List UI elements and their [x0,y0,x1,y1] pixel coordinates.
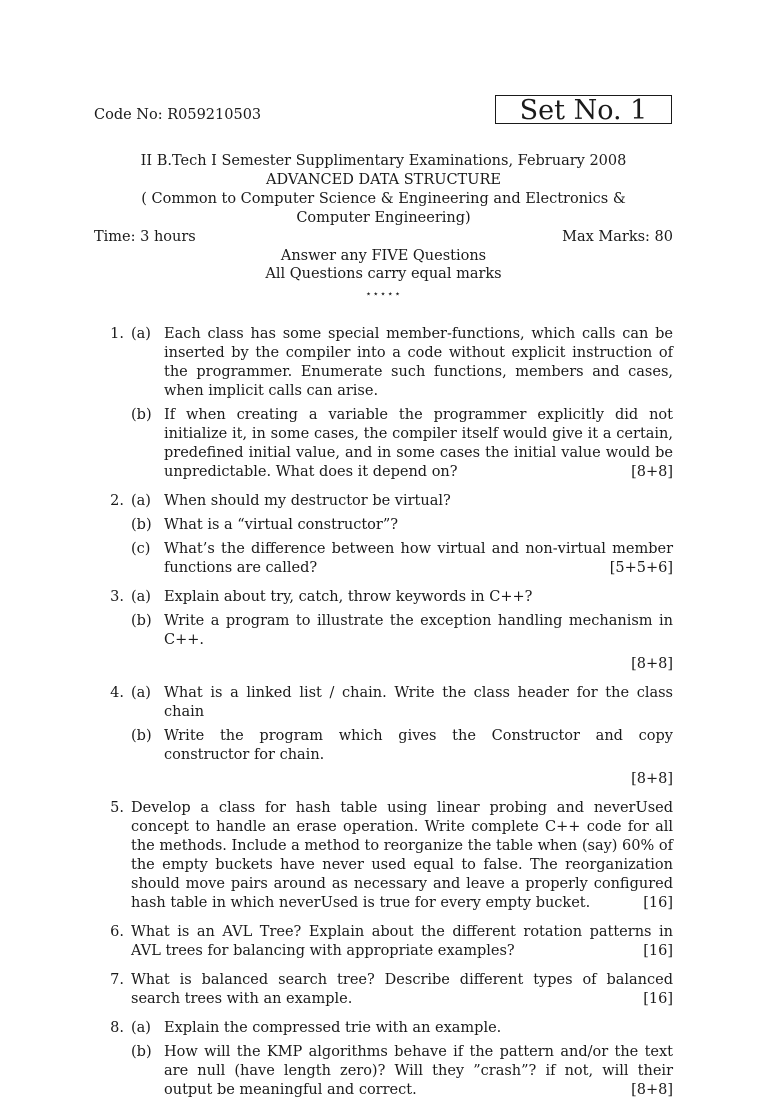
question-text-content: What is balanced search tree? Describe different types of balanced search trees with an example. [131,972,673,1007]
part-text [164,540,673,578]
part-text-content: What is a “virtual constructor”? [164,517,399,533]
part-text [164,1019,673,1038]
part-label: (c) [131,541,151,557]
question-marks: [8+8] [631,771,673,787]
max-marks: Max Marks: 80 [562,229,673,245]
question-marks: [16] [643,943,673,959]
question-number: 8. [110,1020,124,1036]
part-label: (b) [131,1044,152,1060]
part-text [164,612,673,650]
part-text-content: When should my destructor be virtual? [164,493,451,509]
part-text-content: What’s the difference between how virtual and non-virtual member functions are called? [164,541,673,576]
question-number: 2. [110,493,124,509]
question-5 [100,799,673,913]
question-marks: [5+5+6] [609,560,673,576]
question-body [131,923,673,961]
subject-title: ADVANCED DATA STRUCTURE [266,172,501,188]
part-label: (a) [131,1020,151,1036]
part-text-content: Each class has some special member-functions, which calls can be inserted by the compiler into a code without explicit instruction of the programmer. Enumerate such functions, members and cases, when implicit calls can arise. [164,326,673,399]
part-text [164,727,673,765]
star-separator: ⋆⋆⋆⋆⋆ [365,289,402,300]
question-number: 1. [110,326,124,342]
part-text-content: Write a program to illustrate the exception handling mechanism in C++. [164,613,673,648]
part-label: (b) [131,613,152,629]
question-number: 3. [110,589,124,605]
instruction-1: Answer any FIVE Questions [280,248,487,264]
question-8 [100,1019,673,1100]
question-4 [100,684,673,789]
question-text [131,971,673,1009]
question-7 [100,971,673,1009]
part-text [164,1043,673,1100]
part-text [164,325,673,401]
part-label: (a) [131,326,151,342]
part-label: (a) [131,493,151,509]
common-line-1: ( Common to Computer Science & Engineering and Electronics & [141,191,626,207]
part-text-content: How will the KMP algorithms behave if the pattern and/or the text are null (have length zero)? Will they ”crash”? if not, will their output be meaningful and correct. [164,1044,673,1098]
question-3 [100,588,673,674]
code-number: Code No: R059210503 [94,107,262,123]
question-marks: [8+8] [631,1082,673,1098]
instruction-2: All Questions carry equal marks [265,266,502,282]
question-text-content: Develop a class for hash table using linear probing and neverUsed concept to handle an erase operation. Write complete C++ code for all the methods. Include a method to reorganize the table when (say) 60% of the empty buckets have never used equal to false. The reorganization should move pairs around as necessary and leave a properly configured hash table in which neverUsed is true for every empty bucket. [131,800,673,911]
question-2 [100,492,673,578]
question-part [131,406,673,482]
part-text-content: Explain the compressed trie with an example. [164,1020,502,1036]
question-part [131,612,673,650]
question-text [131,799,673,913]
question-marks: [8+8] [631,656,673,672]
question-1 [100,325,673,482]
question-body [131,325,673,482]
part-text [164,684,673,722]
question-body [131,684,673,789]
question-marks: [8+8] [631,464,673,480]
question-part [131,1019,673,1038]
question-body [131,971,673,1009]
question-number: 4. [110,685,124,701]
exam-time: Time: 3 hours [94,229,196,245]
part-label: (a) [131,589,151,605]
part-label: (b) [131,728,152,744]
question-number: 5. [110,800,124,816]
part-text-content: If when creating a variable the programmer explicitly did not initialize it, in some cases, the compiler itself would give it a certain, predefined initial value, and in some cases the initial value would be unpredictable. What does it depend on? [164,407,673,480]
part-text [164,516,673,535]
set-number-box: Set No. 1 [495,95,672,124]
question-part [131,325,673,401]
part-text-content: Explain about try, catch, throw keywords in C++? [164,589,533,605]
part-label: (a) [131,685,151,701]
question-part [131,540,673,578]
question-part [131,1043,673,1100]
part-label: (b) [131,407,152,423]
exam-title: II B.Tech I Semester Supplimentary Examinations, February 2008 [140,153,627,169]
question-body [131,1019,673,1100]
question-list [100,325,673,1110]
question-part [131,588,673,607]
question-number: 6. [110,924,124,940]
part-text-content: What is a linked list / chain. Write the class header for the class chain [164,685,673,720]
question-part [131,684,673,722]
question-marks: [16] [643,991,673,1007]
question-text [131,923,673,961]
part-text [164,588,673,607]
question-marks: [16] [643,895,673,911]
part-text-content: Write the program which gives the Constructor and copy constructor for chain. [164,728,673,763]
part-label: (b) [131,517,152,533]
question-number: 7. [110,972,124,988]
question-part [131,516,673,535]
question-6 [100,923,673,961]
question-body [131,588,673,674]
question-part [131,492,673,511]
question-text-content: What is an AVL Tree? Explain about the different rotation patterns in AVL trees for balancing with appropriate examples? [131,924,673,959]
question-part [131,727,673,765]
common-line-2: Computer Engineering) [296,210,471,226]
question-body [131,492,673,578]
part-text [164,492,673,511]
part-text [164,406,673,482]
question-body [131,799,673,913]
